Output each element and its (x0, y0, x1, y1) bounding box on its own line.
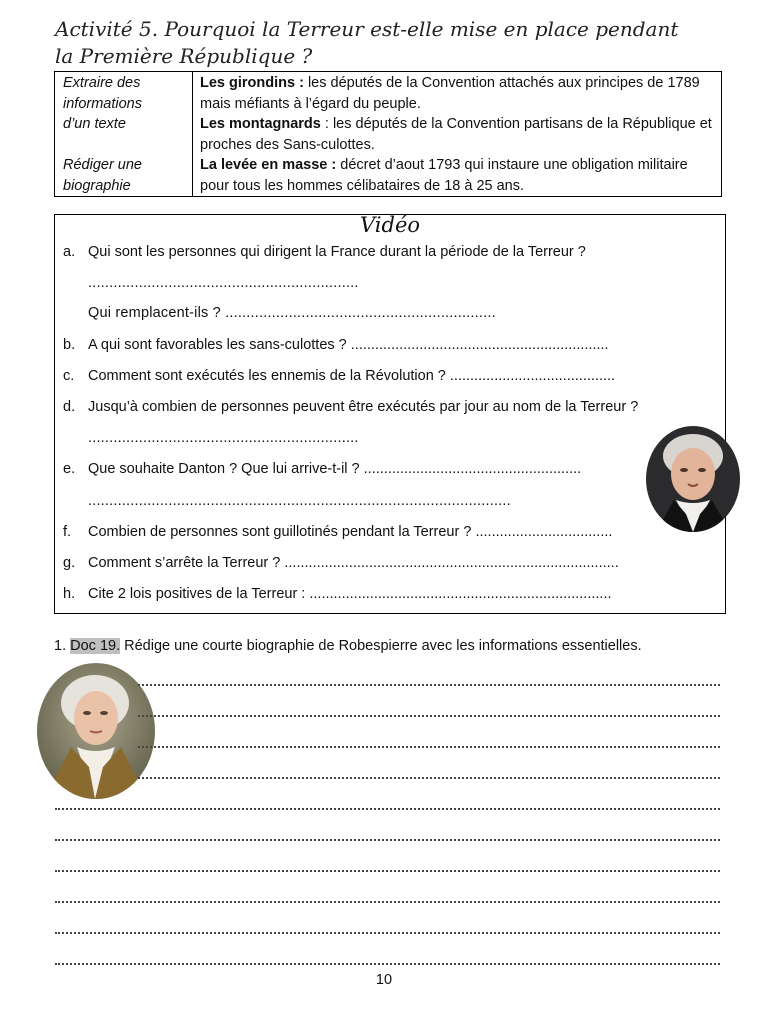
skills-column (55, 72, 193, 196)
biography-writing-line[interactable] (138, 763, 720, 779)
question-letter: h. (63, 586, 76, 602)
biography-writing-line[interactable] (55, 949, 720, 965)
question-a (63, 244, 586, 260)
question-letter: c. (63, 368, 75, 384)
definition-term: Les montagnards (200, 116, 321, 133)
question-text: Comment sont exécutés les ennemis de la Révolution ? ......................................... (88, 368, 616, 384)
biography-writing-line[interactable] (138, 701, 720, 717)
question-e (63, 461, 581, 477)
biography-instruction (54, 638, 642, 654)
video-title: Vidéo (359, 213, 421, 237)
question-letter: g. (63, 555, 76, 571)
video-questions-box (54, 214, 726, 614)
question-text: Que souhaite Danton ? Que lui arrive-t-il ? ...................................................... (88, 461, 582, 477)
question-text: Combien de personnes sont guillotinés pendant la Terreur ? .................................. (88, 524, 613, 540)
biography-writing-line[interactable] (55, 887, 720, 903)
biography-writing-line[interactable] (55, 918, 720, 934)
title-line-2: la Première République ? (55, 44, 313, 68)
danton-portrait (646, 426, 740, 532)
definition-term: La levée en masse : (200, 157, 337, 174)
question-text: Jusqu’à combien de personnes peuvent être exécutés par jour au nom de la Terreur ? (88, 399, 639, 415)
question-letter: d. (63, 399, 76, 415)
title-line-1: Activité 5. Pourquoi la Terreur est-elle mise en place pendant (55, 17, 679, 41)
page-number: 10 (375, 972, 393, 988)
question-a-followup: Qui remplacent-ils ? ................................................................ (88, 305, 496, 321)
biography-number: 1. (54, 638, 71, 654)
skill-line: informations (63, 95, 142, 112)
question-letter: f. (63, 524, 72, 540)
question-letter: a. (63, 244, 76, 260)
question-h (63, 586, 612, 602)
skills-definitions-table (54, 71, 722, 197)
skill-line: Extraire des (63, 75, 141, 91)
definition-text: les députés de la Convention attachés aux principes de 1789 mais méfiants à l’égard du peuple. (200, 75, 700, 112)
skill-line: biographie (63, 177, 131, 194)
question-text: Comment s’arrête la Terreur ? ................................................................................... (88, 555, 619, 571)
definition-text: décret d’aout 1793 qui instaure une obligation militaire pour tous les hommes célibataires de 18 à 25 ans. (200, 157, 688, 194)
skill-line (63, 135, 192, 156)
question-b (63, 337, 609, 353)
question-c (63, 368, 615, 384)
answer-line-e[interactable]: .................................................................................................... (88, 493, 511, 509)
definition-levee-en-masse (200, 155, 715, 196)
question-f (63, 524, 612, 540)
danton-portrait-image (646, 426, 740, 532)
biography-writing-line[interactable] (138, 670, 720, 686)
answer-line-d[interactable]: ................................................................ (88, 430, 359, 446)
answer-line-a[interactable]: ................................................................ (88, 275, 359, 291)
biography-writing-line[interactable] (55, 856, 720, 872)
definition-term: Les girondins : (200, 75, 304, 91)
definitions-column (193, 72, 721, 196)
definition-girondins (200, 73, 715, 114)
question-text: Qui sont les personnes qui dirigent la France durant la période de la Terreur ? (88, 244, 586, 260)
question-text: A qui sont favorables les sans-culottes ? ................................................................ (88, 337, 609, 353)
biography-writing-line[interactable] (138, 732, 720, 748)
biography-writing-line[interactable] (55, 794, 720, 810)
definition-text: : les députés de la Convention partisans de la République et proches des Sans-culottes. (200, 116, 712, 153)
definition-montagnards (200, 114, 715, 155)
skill-line: d’un texte (63, 116, 126, 133)
question-d (63, 399, 638, 415)
doc-reference: Doc 19. (70, 638, 121, 654)
skill-line: Rédiger une (63, 157, 142, 174)
question-letter: e. (63, 461, 76, 477)
biography-instruction-text: Rédige une courte biographie de Robespierre avec les informations essentielles. (120, 638, 642, 654)
question-letter: b. (63, 337, 76, 353)
question-g (63, 555, 619, 571)
page-title (55, 16, 735, 70)
question-text: Cite 2 lois positives de la Terreur : ........................................................................... (88, 586, 612, 602)
biography-writing-line[interactable] (55, 825, 720, 841)
